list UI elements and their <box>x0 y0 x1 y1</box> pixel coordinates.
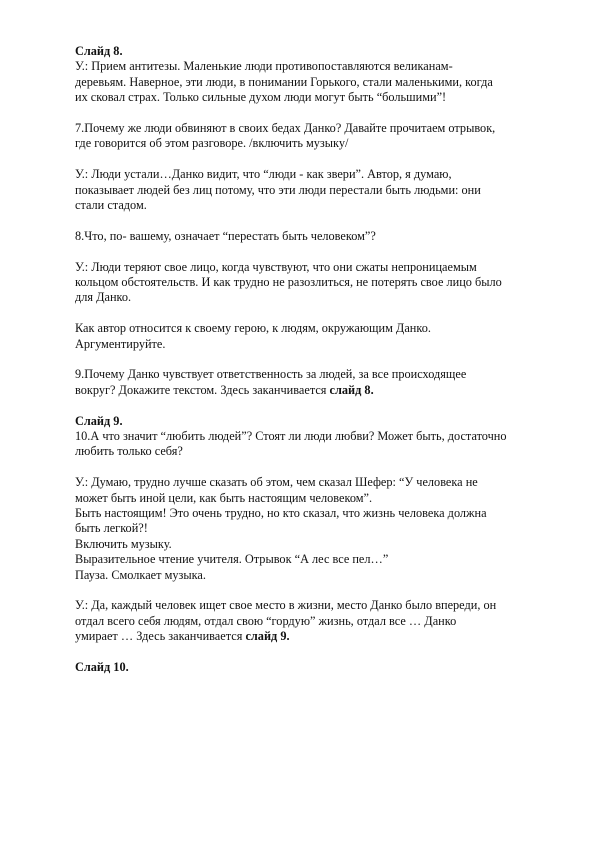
slide-9-end-marker: слайд 9. <box>245 629 290 644</box>
question-7: где говорится об этом разговоре. /включить музыку/ <box>75 136 349 151</box>
text-line: У.: Да, каждый человек ищет свое место в жизни, место Данко было впереди, он <box>75 598 497 613</box>
question-7: 7.Почему же люди обвиняют в своих бедах Данко? Давайте прочитаем отрывок, <box>75 121 496 136</box>
text-line: У.: Прием антитезы. Маленькие люди противопоставляются великанам- <box>75 59 453 74</box>
question-8: 8.Что, по- вашему, означает “перестать быть человеком”? <box>75 228 376 243</box>
text-line: У.: Думаю, трудно лучше сказать об этом, чем сказал Шефер: “У человека не <box>75 475 478 490</box>
text-line: кольцом обстоятельств. И как трудно не разозлиться, не потерять свое лицо было <box>75 275 502 290</box>
text-line: Включить музыку. <box>75 536 172 551</box>
slide-8-end-marker: слайд 8. <box>329 382 374 397</box>
text-line: показывает людей без лиц потому, что эти люди перестали быть людьми: они <box>75 182 481 197</box>
question-10: 10.А что значит “любить людей”? Стоят ли люди любви? Может быть, достаточно <box>75 429 507 444</box>
text-line <box>75 629 555 644</box>
slide-10-section <box>75 660 555 675</box>
text-line: Аргументируйте. <box>75 336 166 351</box>
text-line: Выразительное чтение учителя. Отрывок “А лес все пел…” <box>75 552 389 567</box>
question-9 <box>75 383 555 398</box>
slide-8-section <box>75 44 555 398</box>
slide-10-heading: Слайд 10. <box>75 660 129 675</box>
text-line: их сковал страх. Только сильные духом люди могут быть “большими”! <box>75 90 447 105</box>
text-line: Как автор относится к своему герою, к людям, окружающим Данко. <box>75 321 431 336</box>
slide-9-heading: Слайд 9. <box>75 413 123 428</box>
text-line: стали стадом. <box>75 198 147 213</box>
slide-8-heading: Слайд 8. <box>75 44 123 58</box>
text-line: У.: Люди теряют свое лицо, когда чувствуют, что они сжаты непроницаемым <box>75 259 477 274</box>
question-10: любить только себя? <box>75 444 183 459</box>
text-line: быть легкой?! <box>75 521 148 536</box>
text-line: Пауза. Смолкает музыка. <box>75 567 206 582</box>
slide-9-end-text: умирает … Здесь заканчивается <box>75 629 246 644</box>
text-line: отдал всего себя людям, отдал свою “гордую” жизнь, отдал все … Данко <box>75 613 457 628</box>
text-line: может быть иной цели, как быть настоящим человеком”. <box>75 490 373 505</box>
text-line: деревьям. Наверное, эти люди, в понимании Горького, стали маленькими, когда <box>75 74 493 89</box>
slide-9-section <box>75 414 555 645</box>
text-line: У.: Люди устали…Данко видит, что “люди - как звери”. Автор, я думаю, <box>75 167 452 182</box>
text-line: для Данко. <box>75 290 132 305</box>
text-line: Быть настоящим! Это очень трудно, но кто сказал, что жизнь человека должна <box>75 506 487 521</box>
question-9: 9.Почему Данко чувствует ответственность за людей, за все происходящее <box>75 367 467 382</box>
question-9-text: вокруг? Докажите текстом. Здесь заканчивается <box>75 382 330 397</box>
